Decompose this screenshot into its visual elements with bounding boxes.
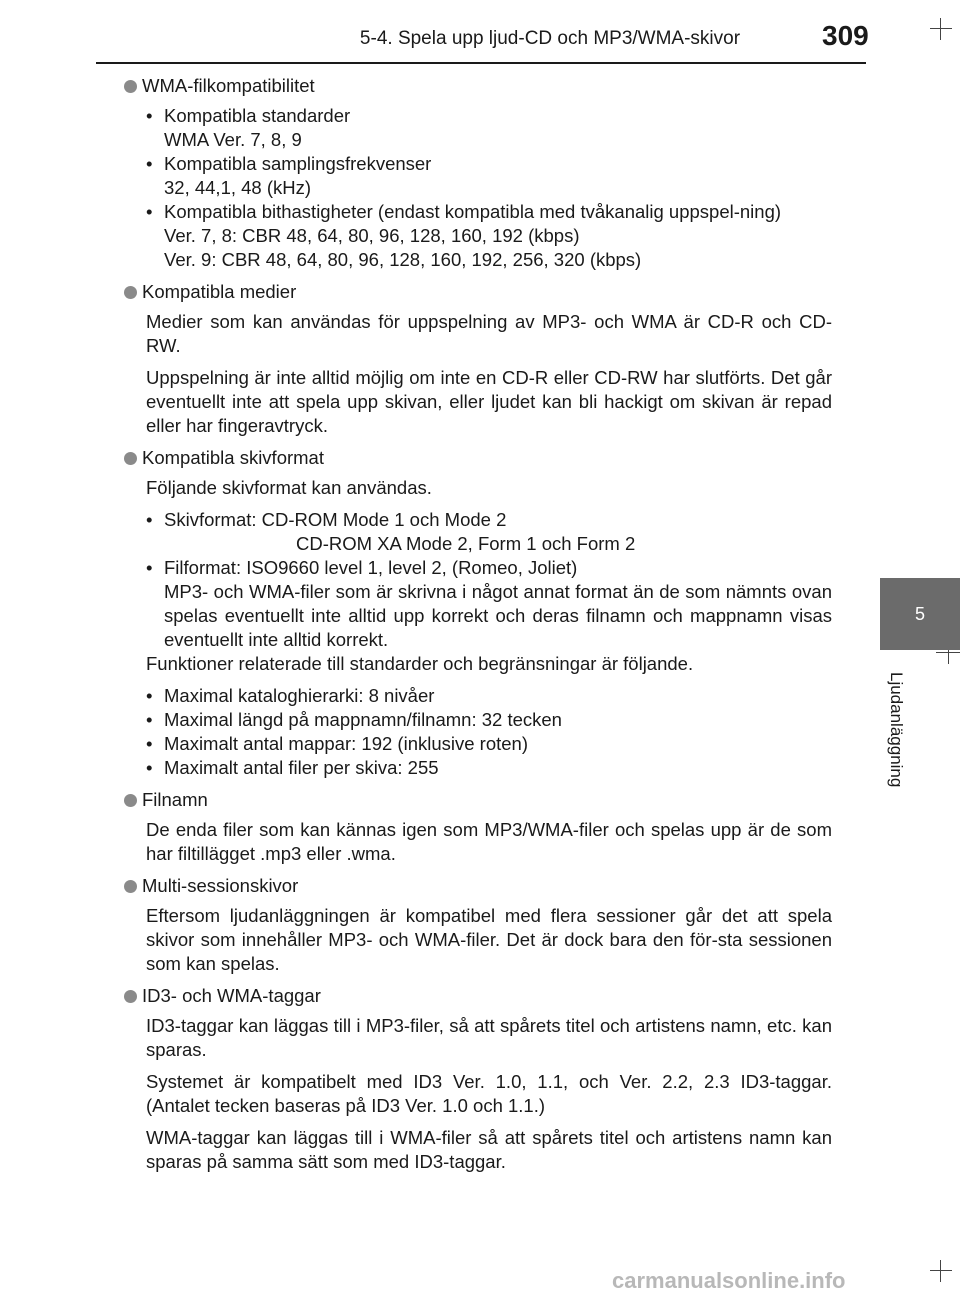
header-rule (96, 62, 866, 64)
paragraph: WMA-taggar kan läggas till i WMA-filer så att spårets titel och artistens namn kan sparas på samma sätt som med ID3-taggar. (146, 1127, 832, 1172)
paragraph: Systemet är kompatibelt med ID3 Ver. 1.0, 1.1, och Ver. 2.2, 2.3 ID3-taggar. (Antalet tecken baseras på ID3 Ver. 1.0 och 1.1.) (146, 1071, 832, 1116)
section-multisession (122, 874, 832, 976)
crop-mark (930, 1270, 952, 1271)
chapter-tab: 5 (880, 578, 960, 650)
section-media (122, 280, 832, 438)
paragraph: ID3-taggar kan läggas till i MP3-filer, så att spårets titel och artistens namn, etc. kan sparas. (146, 1015, 832, 1060)
section-title: Filnamn (142, 789, 208, 810)
page-content (122, 74, 832, 1182)
crop-mark (930, 28, 952, 29)
section-title: Kompatibla medier (142, 281, 297, 302)
paragraph: Uppspelning är inte alltid möjlig om inte en CD-R eller CD-RW har slutförts. Det går eventuellt inte att spela upp skivan, eller ljudet kan bli hackigt om skivan är repad eller har fingeravtryck. (146, 367, 832, 436)
bullet-dot-icon (124, 286, 137, 299)
paragraph: Funktioner relaterade till standarder och begränsningar är följande. (146, 653, 694, 674)
chapter-label: Ljudanläggning (887, 672, 906, 788)
page-header-title: 5-4. Spela upp ljud-CD och MP3/WMA-skivor (359, 28, 741, 49)
section-tags (122, 984, 832, 1174)
list-item: • Kompatibla standarder WMA Ver. 7, 8, 9 (146, 104, 832, 152)
paragraph: De enda filer som kan kännas igen som MP3/WMA-filer och spelas upp är de som har filtillägget .mp3 eller .wma. (146, 819, 832, 864)
section-title: Multi-sessionskivor (142, 875, 299, 896)
bullet-dot-icon (124, 990, 137, 1003)
crop-mark (936, 652, 960, 653)
section-formats (122, 446, 832, 780)
list-item: • Skivformat: CD-ROM Mode 1 och Mode 2 CD-ROM XA Mode 2, Form 1 och Form 2 (146, 508, 832, 556)
list-item: • Maximal kataloghierarki: 8 nivåer (146, 684, 832, 708)
paragraph: Följande skivformat kan användas. (146, 477, 432, 498)
list-item: • Maximal längd på mappnamn/filnamn: 32 tecken (146, 708, 832, 732)
section-title: WMA-filkompatibilitet (142, 75, 315, 96)
watermark: carmanualsonline.info (612, 1268, 846, 1293)
list-item: • Kompatibla bithastigheter (endast kompatibla med tvåkanalig uppspel-ning) Ver. 7, 8: CBR 48, 64, 80, 96, 128, 160, 192 (kbps) Ver. 9: CBR 48, 64, 80, 96, 128, 160, 192, 256, 320 (kbps) (146, 200, 832, 272)
limits-list (146, 684, 832, 780)
wma-list (146, 104, 832, 272)
list-item: • Maximalt antal mappar: 192 (inklusive roten) (146, 732, 832, 756)
bullet-dot-icon (124, 880, 137, 893)
bullet-dot-icon (124, 452, 137, 465)
paragraph: Medier som kan användas för uppspelning av MP3- och WMA är CD-R och CD-RW. (146, 311, 832, 356)
bullet-dot-icon (124, 794, 137, 807)
bullet-dot-icon (124, 80, 137, 93)
section-title: ID3- och WMA-taggar (142, 985, 321, 1006)
crop-mark (940, 1260, 941, 1282)
crop-mark (940, 18, 941, 40)
section-wma (122, 74, 832, 272)
format-list (146, 508, 832, 652)
list-item: • Kompatibla samplingsfrekvenser 32, 44,1, 48 (kHz) (146, 152, 832, 200)
section-filenames (122, 788, 832, 866)
list-item: • Filformat: ISO9660 level 1, level 2, (Romeo, Joliet) MP3- och WMA-filer som är skrivna i något annat format än de som nämnts ovan spelas eventuellt inte alltid upp korrekt och deras filnamn och mappnamn visas eventuellt inte alltid korrekt. (146, 556, 832, 652)
list-item: • Maximalt antal filer per skiva: 255 (146, 756, 832, 780)
page-number: 309 (822, 20, 869, 51)
section-title: Kompatibla skivformat (142, 447, 324, 468)
paragraph: Eftersom ljudanläggningen är kompatibel med flera sessioner går det att spela skivor som innehåller MP3- och WMA-filer. Det är dock bara den för-sta sessionen som kan spelas. (146, 905, 832, 974)
